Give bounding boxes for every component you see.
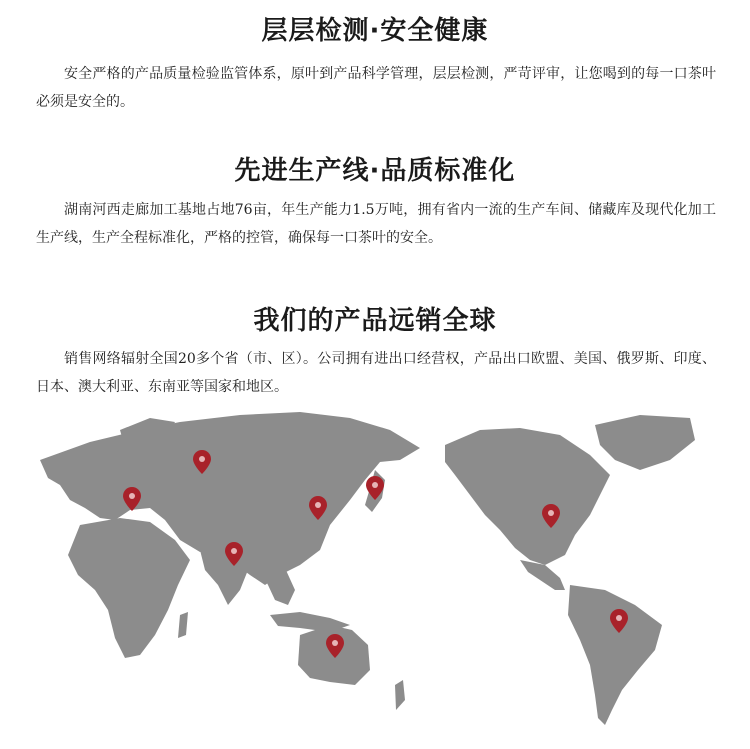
- world-map: [0, 400, 750, 749]
- section-global: [0, 300, 750, 337]
- section-title-quality: 层层检测·安全健康: [261, 16, 489, 46]
- africa-landmass: [68, 518, 190, 658]
- north-america-landmass: [445, 428, 610, 565]
- section-production: [0, 150, 750, 187]
- new-zealand-landmass: [395, 680, 405, 710]
- section-quality: [0, 10, 750, 47]
- south-america-landmass: [568, 585, 662, 725]
- central-america-landmass: [520, 560, 565, 590]
- section-title-production: 先进生产线·品质标准化: [234, 156, 516, 186]
- madagascar-landmass: [178, 612, 188, 638]
- southeast-asia-landmass: [260, 568, 295, 605]
- section-text-production: 湖南河西走廊加工基地占地76亩，年生产能力1.5万吨，拥有省内一流的生产车间、储藏库及现代化加工生产线，生产全程标准化，严格的控管，确保每一口茶叶的安全。: [36, 202, 716, 246]
- india-landmass: [200, 550, 250, 605]
- section-title-global: 我们的产品远销全球: [253, 306, 497, 336]
- section-text-global: 销售网络辐射全国20多个省（市、区）。公司拥有进出口经营权，产品出口欧盟、美国、俄罗斯、印度、日本、澳大利亚、东南亚等国家和地区。: [36, 351, 716, 395]
- greenland-landmass: [595, 415, 695, 470]
- section-text-quality: 安全严格的产品质量检验监管体系，原叶到产品科学管理，层层检测，严苛评审，让您喝到的每一口茶叶必须是安全的。: [36, 66, 716, 110]
